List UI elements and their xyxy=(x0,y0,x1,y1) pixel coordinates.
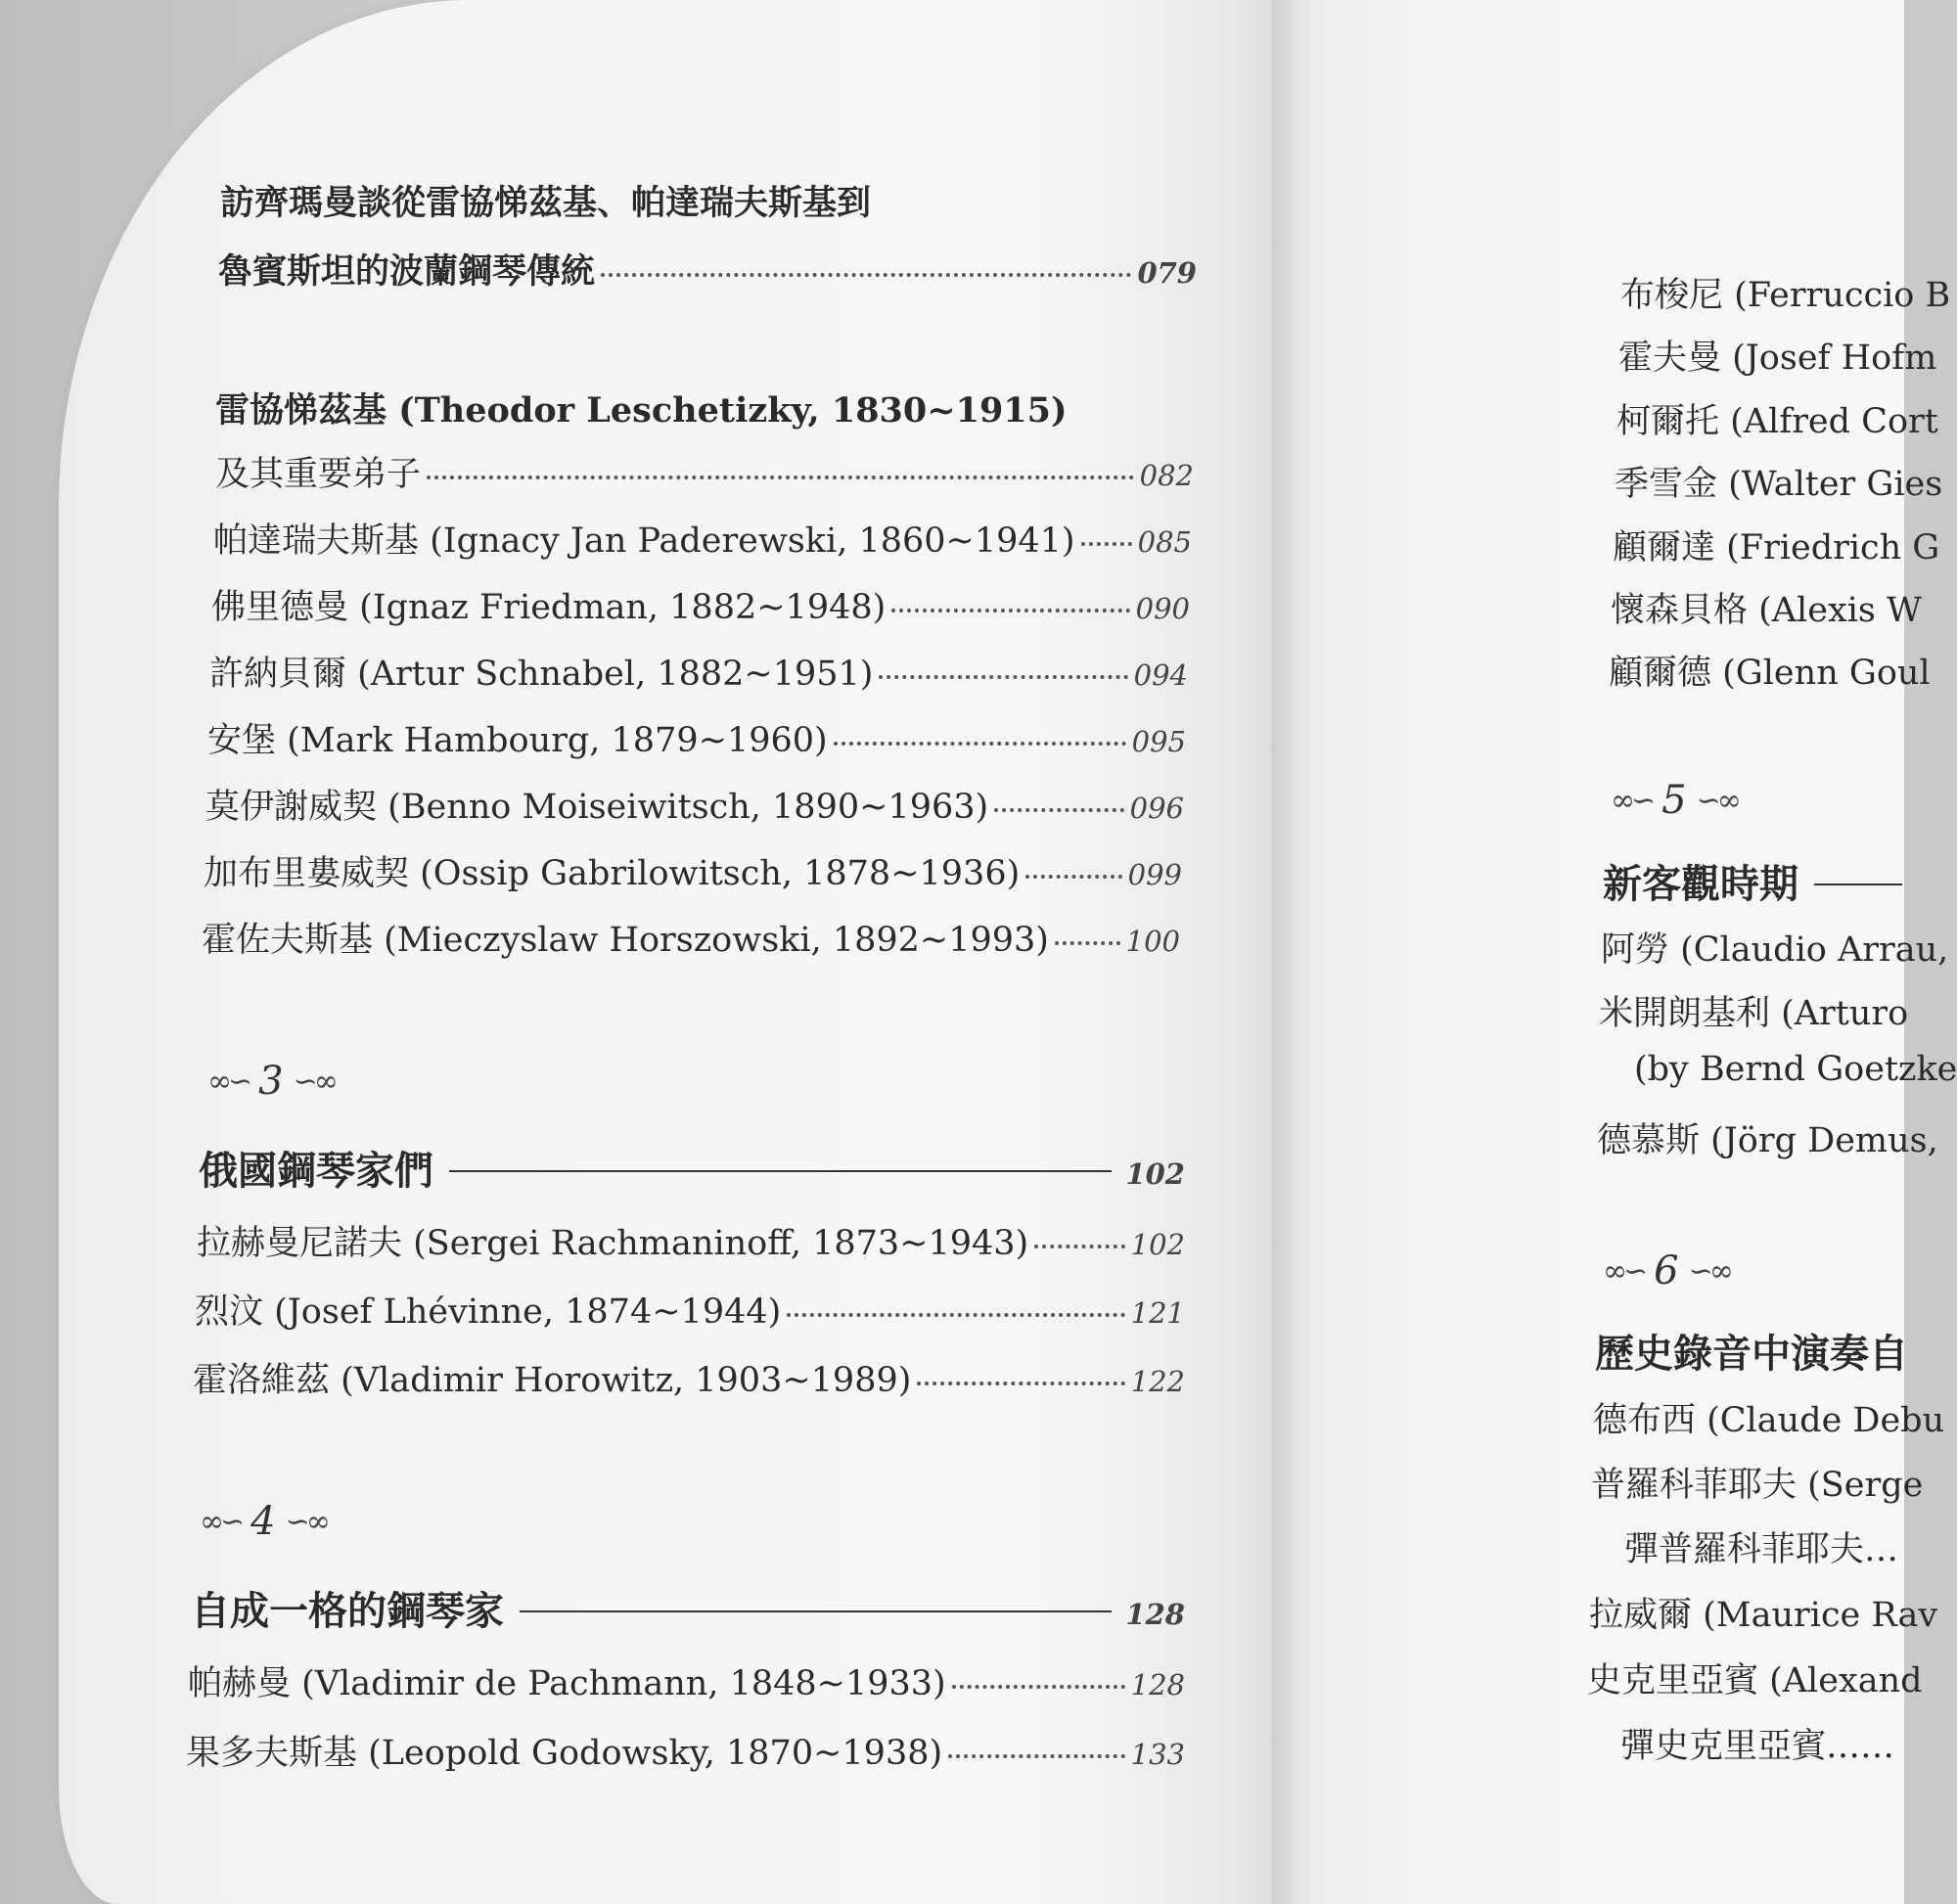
page-number: 085 xyxy=(1137,525,1192,559)
ornament-icon: ∽∞ xyxy=(285,1504,327,1539)
toc-entry xyxy=(195,1285,1185,1334)
leader-dots xyxy=(787,1313,1124,1317)
toc-entry: 阿勞 (Claudio Arrau, xyxy=(1601,930,1949,970)
entry-text: 霍洛維茲 (Vladimir Horowitz, 1903~1989) xyxy=(193,1361,912,1400)
page-number: 128 xyxy=(1125,1598,1185,1631)
chapter-number: 4 xyxy=(250,1499,276,1544)
toc-entry xyxy=(202,913,1180,962)
entry-text: 拉赫曼尼諾夫 (Sergei Rachmaninoff, 1873~1943) xyxy=(197,1224,1029,1263)
toc-entry: 季雪金 (Walter Gies xyxy=(1615,465,1943,504)
toc-entry xyxy=(213,514,1192,563)
page-number: 090 xyxy=(1135,592,1190,625)
page-number: 102 xyxy=(1125,1157,1185,1191)
right-page xyxy=(1311,0,1957,1904)
heading-rule xyxy=(449,1170,1112,1172)
toc-entry xyxy=(193,1353,1185,1402)
entry-text: 帕赫曼 (Vladimir de Pachmann, 1848~1933) xyxy=(188,1664,946,1703)
page-number: 082 xyxy=(1139,459,1194,492)
toc-entry xyxy=(186,1726,1185,1775)
chapter-4-marker xyxy=(190,1499,337,1544)
chapter-number: 6 xyxy=(1654,1248,1679,1293)
page-number: 121 xyxy=(1130,1296,1185,1330)
toc-entry: 德慕斯 (Jörg Demus, xyxy=(1597,1121,1938,1160)
leader-dots xyxy=(1025,875,1121,879)
page-number: 133 xyxy=(1130,1738,1185,1771)
toc-entry xyxy=(209,647,1188,696)
ornament-icon: ∽∞ xyxy=(1696,783,1738,818)
page-number: 122 xyxy=(1130,1365,1185,1398)
toc-entry: 顧爾達 (Friedrich G xyxy=(1613,528,1940,567)
entry-text: 訪齊瑪曼談從雷協悌茲基、帕達瑞夫斯基到 xyxy=(220,183,872,223)
leader-dots xyxy=(1055,941,1120,945)
toc-entry-intro-line1 xyxy=(220,176,871,225)
toc-entry-leschetizky-line1 xyxy=(215,384,1068,432)
chapter-title: 新客觀時期 xyxy=(1603,861,1798,907)
entry-text: 佛里德曼 (Ignaz Friedman, 1882~1948) xyxy=(211,588,887,627)
leader-dots xyxy=(994,808,1123,812)
ornament-icon: ∽∞ xyxy=(293,1064,335,1099)
chapter-title: 自成一格的鋼琴家 xyxy=(191,1588,504,1634)
toc-entry-intro xyxy=(218,245,1197,294)
toc-entry: 布梭尼 (Ferruccio B xyxy=(1620,276,1951,315)
page-number: 094 xyxy=(1133,658,1188,692)
toc-entry: (by Bernd Goetzke xyxy=(1634,1050,1957,1089)
chapter-3-marker xyxy=(198,1059,344,1104)
chapter-title: 俄國鋼琴家們 xyxy=(199,1148,433,1194)
chapter-6-marker xyxy=(1593,1248,1740,1293)
toc-entry: 柯爾托 (Alfred Cort xyxy=(1616,402,1938,441)
toc-entry: 彈普羅科菲耶夫… xyxy=(1624,1530,1899,1569)
toc-entry: 霍夫曼 (Josef Hofm xyxy=(1618,339,1937,378)
toc-entry-leschetizky xyxy=(215,447,1194,496)
toc-entry xyxy=(188,1656,1185,1705)
entry-text: 安堡 (Mark Hambourg, 1879~1960) xyxy=(207,721,828,760)
entry-text: 霍佐夫斯基 (Mieczyslaw Horszowski, 1892~1993) xyxy=(202,921,1049,960)
page-number: 095 xyxy=(1131,725,1186,758)
entry-text: 魯賓斯坦的波蘭鋼琴傳統 xyxy=(218,251,596,292)
leader-dots xyxy=(601,273,1131,277)
ornament-icon: ∞∽ xyxy=(207,1064,250,1099)
leader-dots xyxy=(1034,1245,1124,1248)
leader-dots xyxy=(917,1382,1124,1385)
ornament-icon: ∞∽ xyxy=(200,1504,242,1539)
entry-text: 莫伊謝威契 (Benno Moiseiwitsch, 1890~1963) xyxy=(205,788,989,827)
page-number: 099 xyxy=(1127,858,1182,891)
toc-entry: 拉威爾 (Maurice Rav xyxy=(1589,1596,1938,1635)
toc-entry xyxy=(205,780,1184,829)
page-number: 128 xyxy=(1130,1668,1185,1701)
leader-dots xyxy=(952,1685,1125,1689)
entry-text: 帕達瑞夫斯基 (Ignacy Jan Paderewski, 1860~1941) xyxy=(213,521,1075,561)
chapter-4-heading xyxy=(191,1580,1185,1636)
toc-entry: 懷森貝格 (Alexis W xyxy=(1611,591,1922,630)
toc-entry xyxy=(211,580,1190,629)
toc-entry xyxy=(197,1216,1185,1265)
heading-rule xyxy=(520,1610,1112,1612)
ornament-icon: ∞∽ xyxy=(1603,1253,1645,1289)
leader-dots xyxy=(948,1754,1124,1758)
entry-text: 許納貝爾 (Artur Schnabel, 1882~1951) xyxy=(209,655,874,694)
toc-entry: 顧爾德 (Glenn Goul xyxy=(1609,654,1931,693)
toc-entry: 米開朗基利 (Arturo xyxy=(1599,994,1909,1033)
entry-text: 烈汶 (Josef Lhévinne, 1874~1944) xyxy=(195,1292,782,1332)
left-page xyxy=(59,0,1282,1904)
page-number: 100 xyxy=(1125,925,1180,958)
leader-dots xyxy=(834,742,1126,746)
toc-entry: 彈史克里亞賓…… xyxy=(1620,1727,1895,1766)
page-number: 096 xyxy=(1129,792,1184,825)
entry-text: 及其重要弟子 xyxy=(215,455,422,494)
ornament-icon: ∽∞ xyxy=(1688,1253,1730,1289)
toc-entry: 史克里亞賓 (Alexand xyxy=(1587,1661,1923,1700)
page-number: 079 xyxy=(1137,256,1197,290)
chapter-5-heading xyxy=(1603,853,1916,909)
leader-dots xyxy=(879,675,1127,679)
toc-entry: 德布西 (Claude Debu xyxy=(1593,1401,1945,1440)
toc-entry xyxy=(207,713,1186,762)
leader-dots xyxy=(1081,542,1132,546)
heading-rule xyxy=(1814,884,1902,885)
entry-text: 果多夫斯基 (Leopold Godowsky, 1870~1938) xyxy=(186,1734,943,1773)
leader-dots xyxy=(427,476,1134,479)
ornament-icon: ∞∽ xyxy=(1611,783,1653,818)
chapter-5-marker xyxy=(1601,778,1748,823)
chapter-number: 5 xyxy=(1661,778,1687,823)
chapter-6-heading: 歷史錄音中演奏自 xyxy=(1595,1331,1908,1377)
chapter-number: 3 xyxy=(258,1059,284,1104)
entry-text: 雷協悌茲基 (Theodor Leschetizky, 1830~1915) xyxy=(215,390,1068,431)
chapter-3-heading xyxy=(199,1140,1185,1196)
page-number: 102 xyxy=(1130,1228,1185,1261)
toc-entry: 普羅科菲耶夫 (Serge xyxy=(1591,1466,1924,1505)
toc-entry xyxy=(204,846,1182,895)
leader-dots xyxy=(891,609,1129,612)
entry-text: 加布里婁威契 (Ossip Gabrilowitsch, 1878~1936) xyxy=(204,854,1021,893)
